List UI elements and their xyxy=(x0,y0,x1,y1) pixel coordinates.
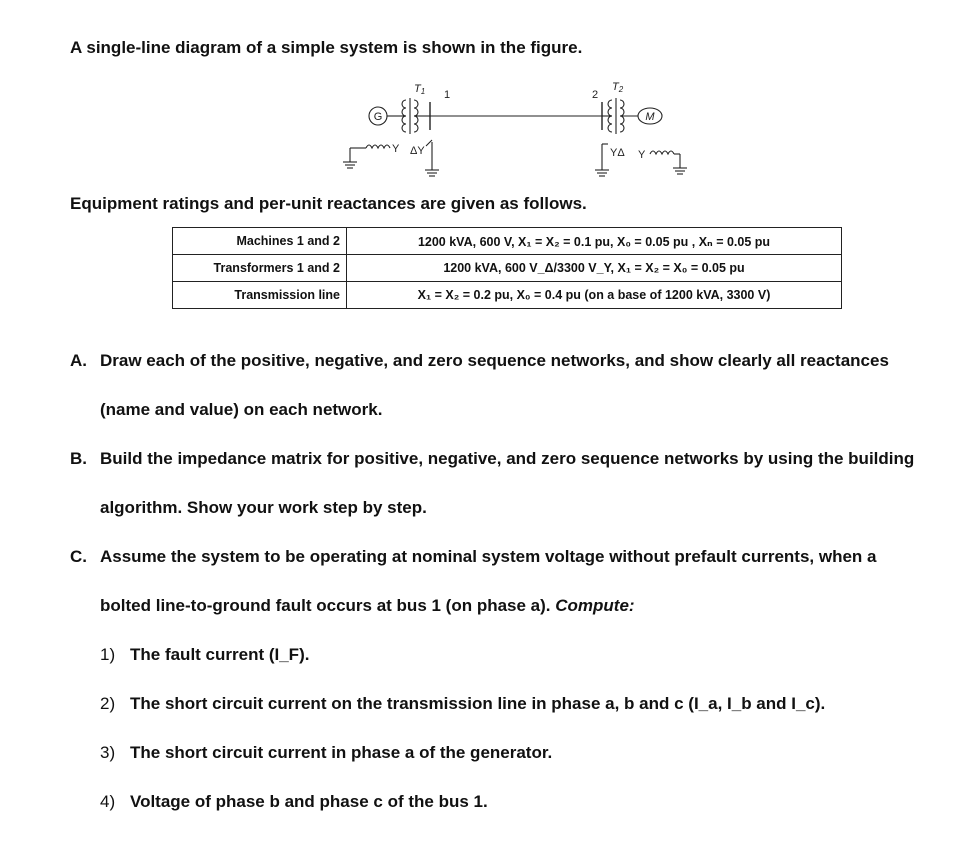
intro-text: A single-line diagram of a simple system is shown in the figure. xyxy=(70,38,583,57)
question-c-compute: Compute: xyxy=(555,596,635,615)
question-c-line2 xyxy=(100,581,635,630)
single-line-diagram xyxy=(330,78,690,183)
t2-neutral-ground xyxy=(595,144,609,176)
table-row xyxy=(173,228,842,255)
subquestion-number: 2) xyxy=(100,694,116,713)
row-label: Machines 1 and 2 xyxy=(173,228,347,255)
t1-connection-label: ΔY xyxy=(410,145,425,157)
t1-neutral-ground xyxy=(425,140,439,176)
question-b-letter: B. xyxy=(70,449,87,468)
row-value: 1200 kVA, 600 V, X₁ = X₂ = 0.1 pu, X₀ = 0.05 pu , Xₙ = 0.05 pu xyxy=(347,228,842,255)
subquestion-number: 4) xyxy=(100,792,116,811)
question-a-line1: Draw each of the positive, negative, and zero sequence networks, and show clearly all reactances xyxy=(100,351,889,370)
table-row xyxy=(173,282,842,309)
question-c-line2-text: bolted line-to-ground fault occurs at bus 1 (on phase a). xyxy=(100,596,551,615)
generator-neutral-ground xyxy=(343,145,390,168)
row-label: Transformers 1 and 2 xyxy=(173,255,347,282)
bus2-label: 2 xyxy=(592,89,599,101)
transformer-t1-symbol xyxy=(398,98,430,134)
generator-label: G xyxy=(373,111,383,123)
subquestion-text: The short circuit current in phase a of the generator. xyxy=(130,743,553,762)
question-a-line2: (name and value) on each network. xyxy=(100,400,383,419)
subquestion-number: 3) xyxy=(100,743,116,762)
question-a-letter: A. xyxy=(70,351,87,370)
motor-label: M xyxy=(645,111,655,123)
table-row xyxy=(173,255,842,282)
t2-connection-label: YΔ xyxy=(610,147,625,159)
question-c-line1: Assume the system to be operating at nominal system voltage without prefault currents, when a xyxy=(100,547,877,566)
question-c-letter: C. xyxy=(70,547,87,566)
t2-label: T2 xyxy=(612,81,624,94)
bus1-label: 1 xyxy=(444,89,451,101)
ratings-table xyxy=(172,227,842,309)
subquestion-number: 1) xyxy=(100,645,116,664)
row-value: X₁ = X₂ = 0.2 pu, X₀ = 0.4 pu (on a base of 1200 kVA, 3300 V) xyxy=(347,282,842,309)
row-value: 1200 kVA, 600 V_Δ/3300 V_Y, X₁ = X₂ = X₀ = 0.05 pu xyxy=(347,255,842,282)
transformer-t2-symbol xyxy=(602,98,638,134)
subquestion-text: The fault current (I_F). xyxy=(130,645,310,664)
question-b-line1: Build the impedance matrix for positive, negative, and zero sequence networks by using the building xyxy=(100,449,915,468)
gen-conn-label: Y xyxy=(392,143,400,155)
subquestion-text: Voltage of phase b and phase c of the bus 1. xyxy=(130,792,488,811)
question-b-line2: algorithm. Show your work step by step. xyxy=(100,498,427,517)
row-label: Transmission line xyxy=(173,282,347,309)
motor-conn-label: Y xyxy=(638,149,646,161)
t1-label: T1 xyxy=(414,83,426,96)
motor-neutral-ground xyxy=(650,151,687,174)
subquestion-text: The short circuit current on the transmission line in phase a, b and c (I_a, I_b and I_c). xyxy=(130,694,826,713)
table-intro-text: Equipment ratings and per-unit reactances are given as follows. xyxy=(70,194,587,213)
